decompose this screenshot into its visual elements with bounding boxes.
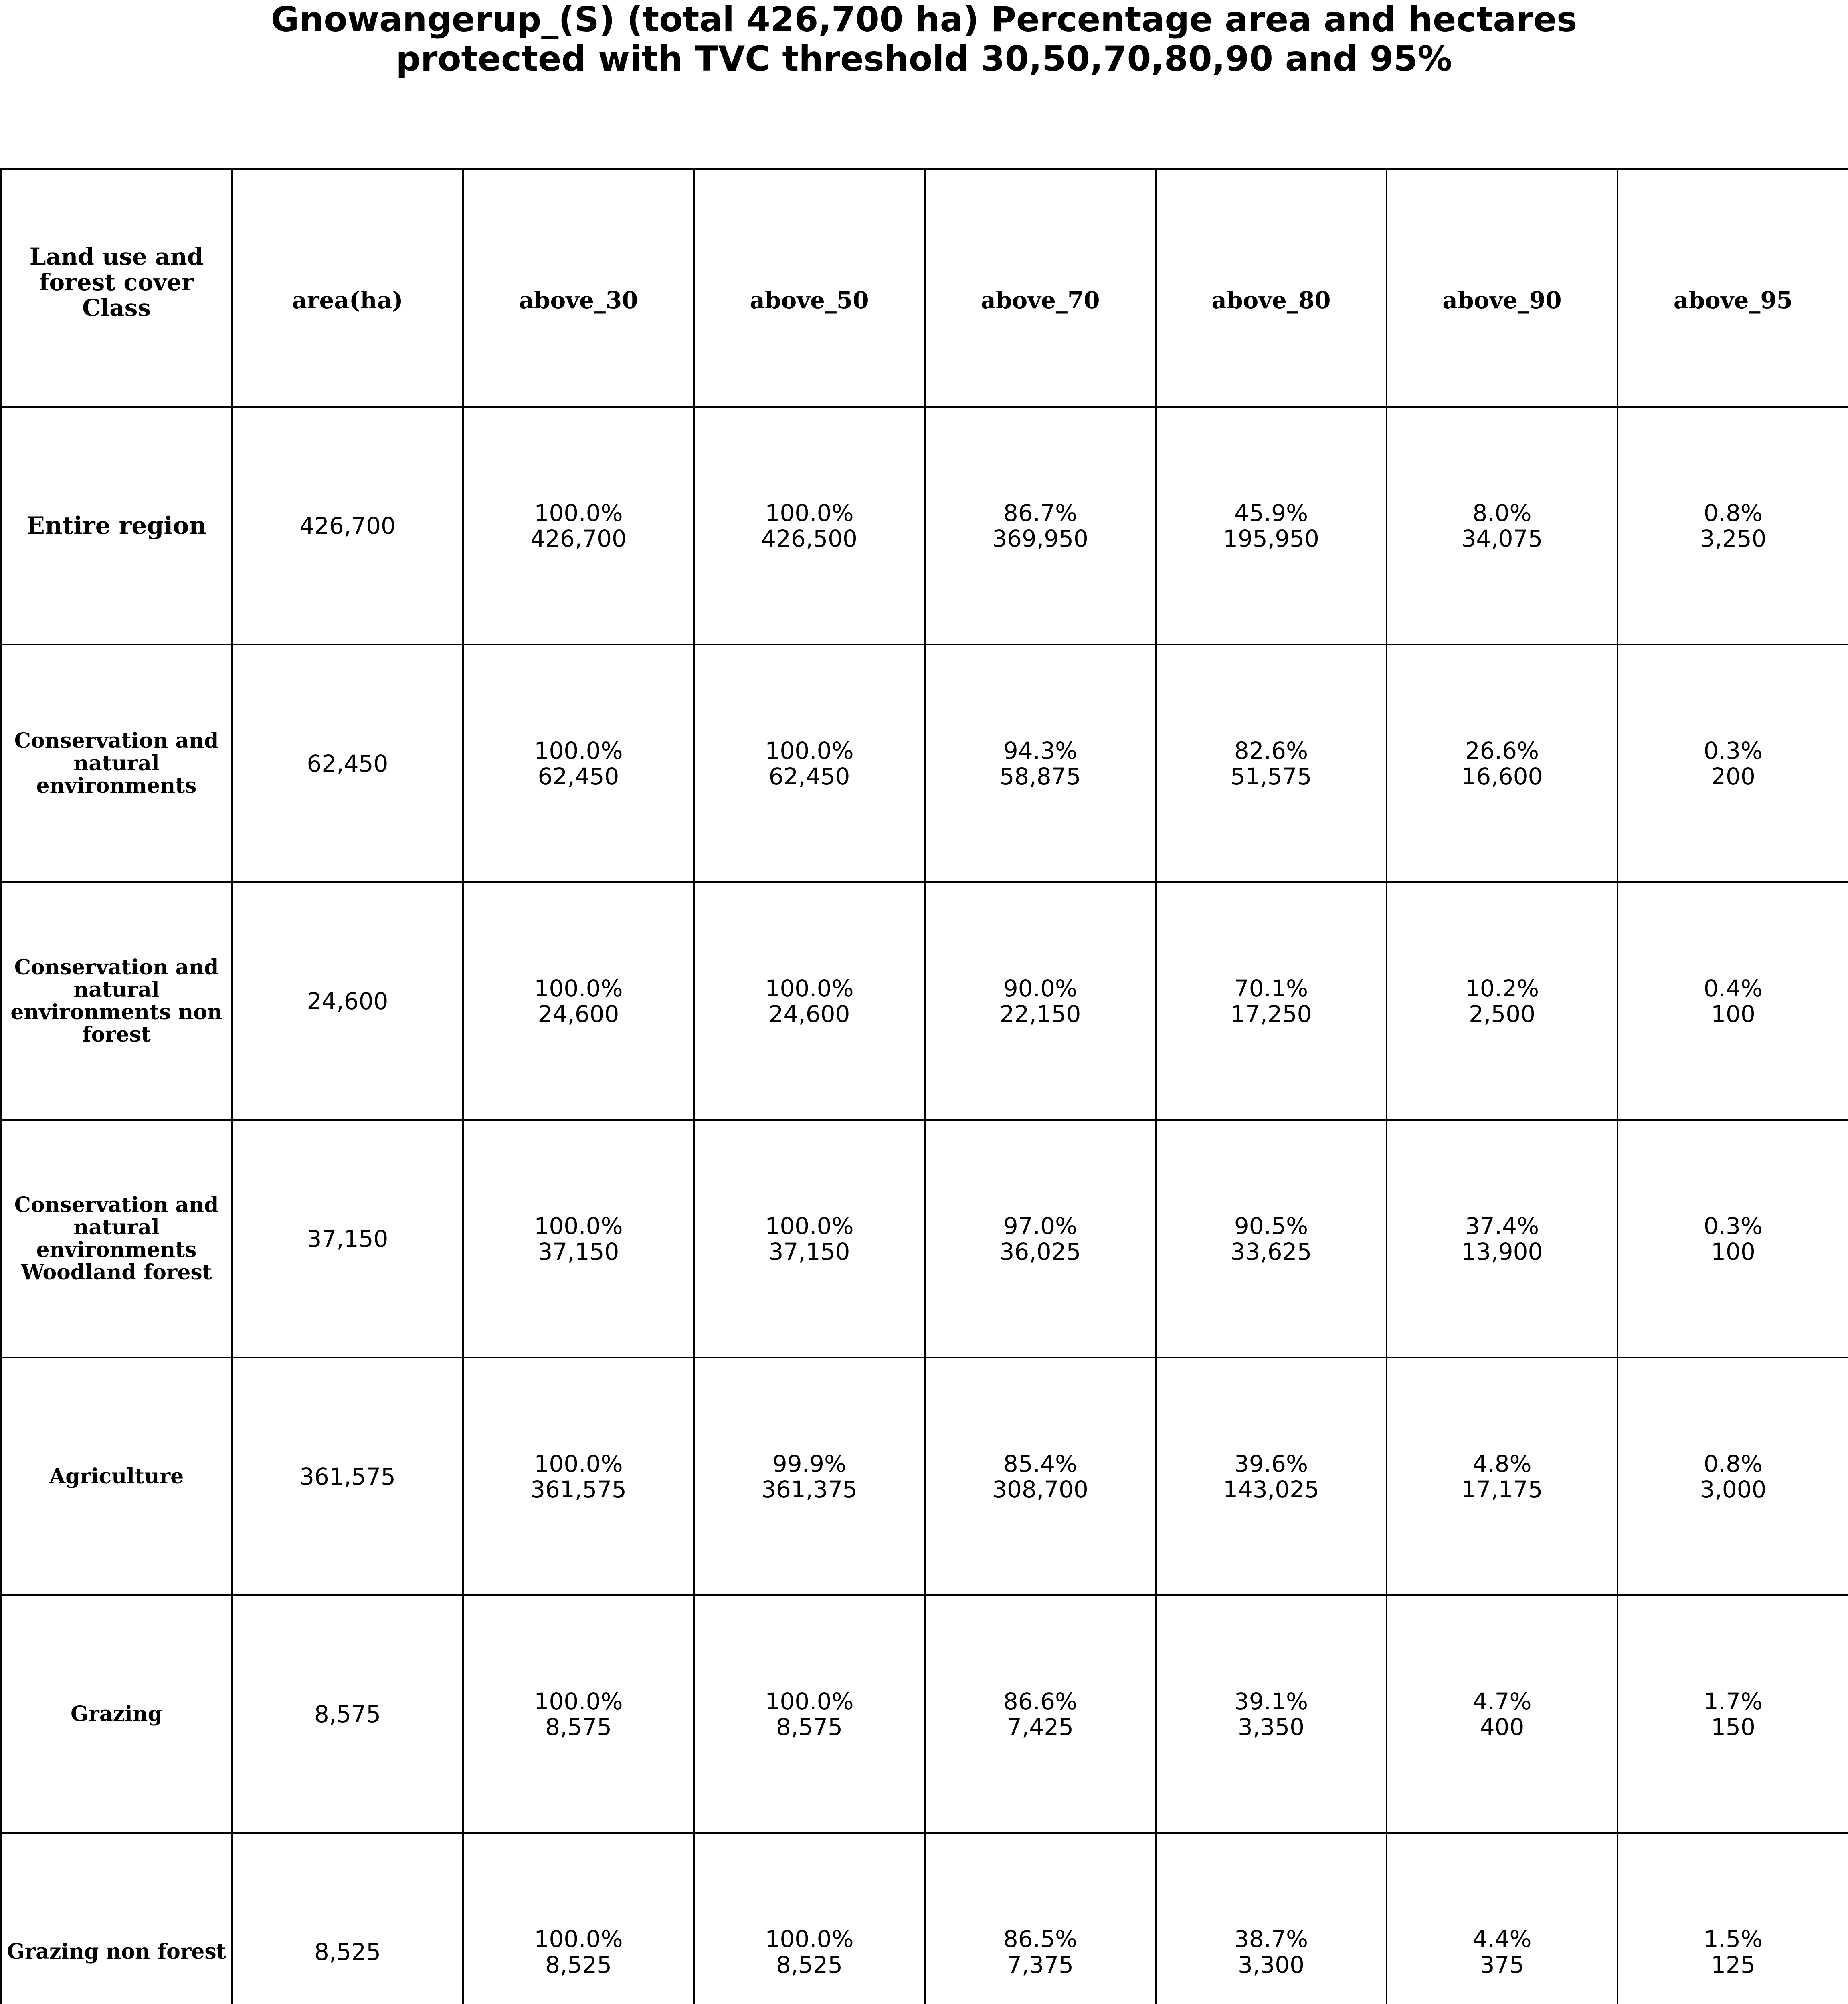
percent-value: 100.0% [765,1687,854,1715]
hectare-value: 7,425 [1007,1713,1074,1741]
column-header-above-70: above_70 [925,169,1156,407]
percent-value: 26.6% [1465,737,1539,764]
hectare-value: 8,525 [776,1951,843,1978]
area-cell: 426,700 [232,407,463,644]
percent-value: 90.0% [1003,974,1078,1002]
threshold-cell [1618,1120,1848,1358]
percent-value: 90.5% [1234,1212,1308,1240]
hectare-value: 58,875 [999,762,1081,790]
title-line-2: protected with TVC threshold 30,50,70,80,90 and 95% [396,39,1452,79]
hectare-value: 8,525 [545,1951,612,1978]
hectare-value: 195,950 [1223,525,1319,552]
threshold-cell [925,407,1156,644]
area-cell: 361,575 [232,1358,463,1595]
threshold-cell [694,1120,925,1358]
percent-value: 8.0% [1472,499,1532,527]
hectare-value: 2,500 [1468,1000,1536,1028]
hectare-value: 34,075 [1461,525,1543,552]
threshold-cell [1618,882,1848,1120]
row-class-label: Grazing [1,1595,232,1833]
hectare-value: 3,300 [1237,1951,1305,1978]
table-row [1,1120,1848,1358]
row-class-label: Grazing non forest [1,1833,232,2004]
hectare-value: 143,025 [1223,1475,1319,1503]
threshold-cell [1618,644,1848,882]
percent-value: 39.6% [1234,1450,1308,1477]
hectare-value: 426,500 [761,525,857,552]
hectare-value: 62,450 [768,762,850,790]
hectare-value: 3,350 [1237,1713,1305,1741]
threshold-cell [1618,1358,1848,1595]
percent-value: 37.4% [1465,1212,1539,1240]
title-line-1: Gnowangerup_(S) (total 426,700 ha) Percentage area and hectares [271,0,1577,40]
percent-value: 94.3% [1003,737,1078,764]
percent-value: 39.1% [1234,1687,1308,1715]
hectare-value: 100 [1711,1238,1755,1265]
hectare-value: 51,575 [1230,762,1312,790]
percent-value: 10.2% [1465,974,1539,1002]
hectare-value: 361,575 [530,1475,627,1503]
percent-value: 86.7% [1003,499,1078,527]
threshold-cell [925,1833,1156,2004]
percent-value: 70.1% [1234,974,1308,1002]
hectare-value: 3,250 [1700,525,1767,552]
percent-value: 4.7% [1472,1687,1532,1715]
row-class-label: Entire region [1,407,232,644]
column-header-above-80: above_80 [1156,169,1387,407]
hectare-value: 17,175 [1461,1475,1543,1503]
hectare-value: 3,000 [1700,1475,1767,1503]
percent-value: 100.0% [765,1212,854,1240]
hectare-value: 62,450 [538,762,619,790]
percent-value: 0.3% [1703,1212,1763,1240]
threshold-cell [1387,1595,1618,1833]
threshold-cell [463,1120,694,1358]
percent-value: 1.5% [1703,1925,1763,1953]
hectare-value: 426,700 [530,525,627,552]
column-header-above-50: above_50 [694,169,925,407]
percent-value: 0.8% [1703,1450,1763,1477]
page-title [0,0,1848,79]
table-row [1,644,1848,882]
threshold-cell [1156,882,1387,1120]
percent-value: 100.0% [765,1925,854,1953]
row-class-label: Agriculture [1,1358,232,1595]
threshold-cell [925,882,1156,1120]
hectare-value: 150 [1711,1713,1755,1741]
threshold-cell [1387,882,1618,1120]
threshold-cell [463,1595,694,1833]
threshold-cell [1387,1120,1618,1358]
percent-value: 100.0% [534,1925,623,1953]
threshold-cell [1156,1595,1387,1833]
hectare-value: 22,150 [999,1000,1081,1028]
threshold-cell [463,1833,694,2004]
percent-value: 0.4% [1703,974,1763,1002]
threshold-cell [1387,1358,1618,1595]
percent-value: 86.6% [1003,1687,1078,1715]
hectare-value: 24,600 [768,1000,850,1028]
threshold-cell [925,1120,1156,1358]
percent-value: 100.0% [534,1687,623,1715]
table-row [1,407,1848,644]
percent-value: 100.0% [534,737,623,764]
area-cell: 24,600 [232,882,463,1120]
hectare-value: 37,150 [768,1238,850,1265]
threshold-cell [1156,1358,1387,1595]
percent-value: 85.4% [1003,1450,1078,1477]
threshold-cell [1387,1833,1618,2004]
percent-value: 86.5% [1003,1925,1078,1953]
threshold-cell [925,1595,1156,1833]
hectare-value: 361,375 [761,1475,857,1503]
percent-value: 4.8% [1472,1450,1532,1477]
row-class-label: Conservation and natural environments Woodland forest [1,1120,232,1358]
percent-value: 97.0% [1003,1212,1078,1240]
hectare-value: 8,575 [776,1713,843,1741]
threshold-cell [1387,644,1618,882]
threshold-cell [694,644,925,882]
threshold-cell [694,1833,925,2004]
percent-value: 100.0% [765,974,854,1002]
table-row [1,1595,1848,1833]
percent-value: 100.0% [765,737,854,764]
threshold-cell [1387,407,1618,644]
table-row [1,882,1848,1120]
area-cell: 8,575 [232,1595,463,1833]
hectare-value: 375 [1480,1951,1524,1978]
hectare-value: 400 [1480,1713,1524,1741]
hectare-value: 33,625 [1230,1238,1312,1265]
percent-value: 0.8% [1703,499,1763,527]
hectare-value: 17,250 [1230,1000,1312,1028]
column-header-above-30: above_30 [463,169,694,407]
percent-value: 99.9% [772,1450,847,1477]
percent-value: 45.9% [1234,499,1308,527]
hectare-value: 369,950 [992,525,1088,552]
table-row [1,1833,1848,2004]
row-class-label: Conservation and natural environments non forest [1,882,232,1120]
hectare-value: 8,575 [545,1713,612,1741]
threshold-cell [925,1358,1156,1595]
protection-table [0,168,1848,2004]
percent-value: 100.0% [534,499,623,527]
threshold-cell [1618,1595,1848,1833]
header-row [1,169,1848,407]
threshold-cell [694,1595,925,1833]
percent-value: 0.3% [1703,737,1763,764]
threshold-cell [694,407,925,644]
threshold-cell [463,644,694,882]
threshold-cell [1156,1120,1387,1358]
threshold-cell [1156,644,1387,882]
threshold-cell [1618,1833,1848,2004]
table-row [1,1358,1848,1595]
threshold-cell [463,882,694,1120]
column-header-area: area(ha) [232,169,463,407]
percent-value: 100.0% [765,499,854,527]
hectare-value: 100 [1711,1000,1755,1028]
threshold-cell [463,407,694,644]
column-header-class: Land use and forest cover Class [1,169,232,407]
percent-value: 4.4% [1472,1925,1532,1953]
column-header-above-95: above_95 [1618,169,1848,407]
percent-value: 1.7% [1703,1687,1763,1715]
hectare-value: 36,025 [999,1238,1081,1265]
threshold-cell [1618,407,1848,644]
hectare-value: 7,375 [1007,1951,1074,1978]
hectare-value: 200 [1711,762,1755,790]
threshold-cell [694,882,925,1120]
hectare-value: 24,600 [538,1000,619,1028]
area-cell: 37,150 [232,1120,463,1358]
threshold-cell [925,644,1156,882]
row-class-label: Conservation and natural environments [1,644,232,882]
percent-value: 82.6% [1234,737,1308,764]
hectare-value: 308,700 [992,1475,1088,1503]
threshold-cell [1156,407,1387,644]
hectare-value: 13,900 [1461,1238,1543,1265]
threshold-cell [694,1358,925,1595]
percent-value: 100.0% [534,1212,623,1240]
area-cell: 8,525 [232,1833,463,2004]
percent-value: 100.0% [534,1450,623,1477]
percent-value: 100.0% [534,974,623,1002]
column-header-above-90: above_90 [1387,169,1618,407]
hectare-value: 16,600 [1461,762,1543,790]
threshold-cell [463,1358,694,1595]
area-cell: 62,450 [232,644,463,882]
percent-value: 38.7% [1234,1925,1308,1953]
hectare-value: 125 [1711,1951,1755,1978]
hectare-value: 37,150 [538,1238,619,1265]
threshold-cell [1156,1833,1387,2004]
